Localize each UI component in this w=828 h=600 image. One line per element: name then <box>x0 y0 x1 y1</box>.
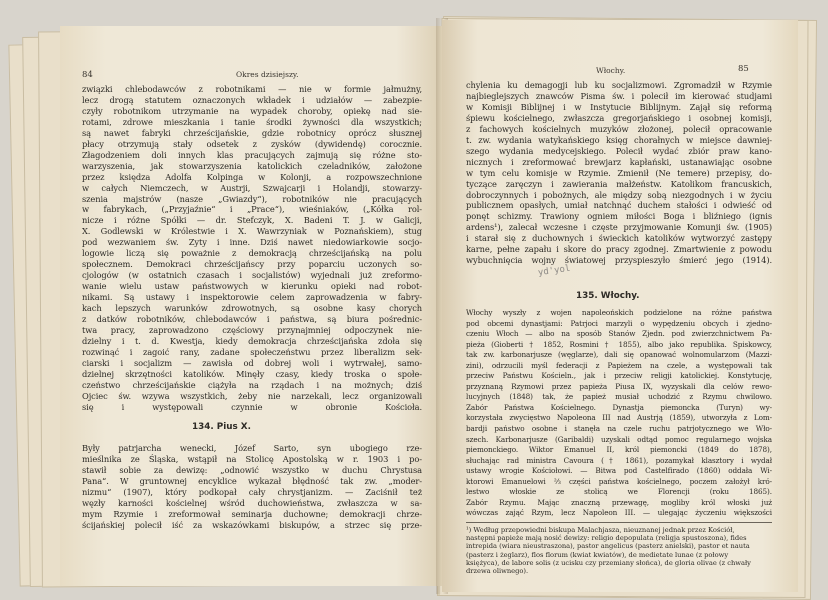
text-line: czyły robotnikom utrzymanie na wypadek choroby, opiekę nad sie- <box>82 105 422 116</box>
text-line: lucyjnych (1848) tak, że papież musiał uchodzić z Rzymu chwilowo. <box>466 392 772 402</box>
text-line: drzewa oliwnego). <box>466 567 529 576</box>
text-line: ciarski i socjalizm — zawisła od dobrej woli i wytrwałej, samo- <box>82 357 422 368</box>
text-line: t. zw. wydania watykańskiego księg chorałnych w miejsce dawniej- <box>466 134 772 145</box>
text-line: ktorowi Emanuelowi ⅔ części państwa kościelnego, poczem założył kró- <box>466 476 772 486</box>
text-line: ponęt schizmy. Trawiony ogniem miłości Boga i bliźniego (ignis <box>466 211 772 222</box>
text-line: następni papieże mają nosić dewizy: religio depopulata (religja spustoszona), fides <box>466 534 747 543</box>
text-line: pod obcemi dynastjami: Patrjoci marzyli o wypędzeniu obcych i zjedno- <box>466 318 772 328</box>
text-line: pieża (Gioberti † 1852, Rosmini † 1855), albo jako republika. Spiskowcy, <box>466 339 772 349</box>
text-line: czeństwo chrześcijańskie ciążyła na rządach i na możnych; dziś <box>82 379 422 390</box>
text-line: nicznych i zreformować brewjarz kapłański, ustanawiając osobne <box>466 156 772 167</box>
text-line: w Komisji Biblijnej i w Instytucie Biblijnym. Zajął się reformą <box>466 101 772 112</box>
text-line: płacy otrzymują stały odsetek z zysków (dywidendę) corocznie. <box>82 138 422 149</box>
text-line: z datków robotników, chlebodawców i państwa, są biura pośrednic- <box>82 314 422 325</box>
text-line: słuchając rad ministra Cavoura († 1861), pozamykał klasztory i wydał <box>466 455 772 465</box>
text-line: tak zw. karbonarjusze (węglarze), dali się opanować wolnomularzom (Mazzi- <box>466 350 772 360</box>
text-line: i starał się z duchownych i świeckich katolików wytworzyć zastępy <box>466 233 772 244</box>
text-line: piemonckiego. Wiktor Emanuel II, król piemoncki (1849 do 1878), <box>466 445 772 455</box>
text-line: tyczące zaręczyn i zawierania małżeństw. Katolikom francuskich, <box>466 178 772 189</box>
text-line: Złagodzeniem doli innych klas pracujących zajmują się różne sto- <box>82 149 422 160</box>
text-line: lecz drogą statutem oznaczonych wkładek i udziałów — zabezpie- <box>82 94 422 105</box>
text-line: rotami, zdrowe mieszkania i tanie środki żywności dla wszystkich; <box>82 116 422 127</box>
text-line: rozwinąć i zagoić rany, zadane społeczeństwu przez liberalizm sek- <box>82 346 422 357</box>
text-line: węzły karności kościelnej wśród duchowieństwa, zwłaszcza w sa- <box>82 497 422 508</box>
page-number: 85 <box>738 64 749 74</box>
text-line: Zabór Państwa Kościelnego. Dynastja piemoncka (Turyn) wy- <box>466 402 772 412</box>
text-line: związki chlebodawców z robotnikami — nie w formie jałmużny, <box>82 84 422 94</box>
text-line: dzielny i t. d. Kwestja, kiedy demokracja chrześcijańska zdoła się <box>82 335 422 346</box>
text-line: Ojciec św. wzywa wszystkich, żeby nie narzekali, lecz organizowali <box>82 390 422 401</box>
text-line: z fachowych kościelnych muzyków złożonej, polecił opracowanie <box>466 123 772 134</box>
text-line: najbieglejszych znawców Pisma św. i polecił im kierować studjami <box>466 90 772 101</box>
text-line: wanie wielu ustaw państwowych w kierunku opieki nad robot- <box>82 281 422 292</box>
text-line: bardji państwo osobne i stanęła na czele ruchu patrjotycznego we Wło- <box>466 424 772 434</box>
text-line: wybuchnięcia wojny światowej przyspieszyło śmierć jego (1914). <box>466 255 772 266</box>
text-line: szenia majstrów (nasze „Gwiazdy“), robotników nie pracujących <box>82 193 422 204</box>
body-text <box>82 443 422 531</box>
text-line: przeciw Państwu Kościeln., jak i przeciw religji katolickiej. Konstytucję, <box>466 371 772 381</box>
text-line: stawił sobie za dewizę: „odnowić wszystko w duchu Chrystusa <box>82 464 422 475</box>
text-line: zini), odrzucili myśl federacji z Papieżem na czele, a występowali tak <box>466 360 772 370</box>
text-line: wówczas zająć Rzym, lecz Napoleon III. — ulegając życzeniu większości <box>466 508 772 518</box>
text-line: mym Rzymie i zreformował seminarja duchowne; demokracji chrze- <box>82 508 422 519</box>
text-line: ¹) Według przepowiedni biskupa Malachjasza, nieuznanej jednak przez Kościół, <box>466 526 735 534</box>
text-line: ardens¹), zalecał wczesne i częste przyjmowanie Komunji św. (1905) <box>466 222 772 233</box>
text-line: w całych Niemczech, w Austrji, Szwajcarji i Holandji, stowarzy- <box>82 182 422 193</box>
text-line: pod wezwaniem św. Zyty i inne. Dziś nawet niedowiarkowie socjo- <box>82 237 422 248</box>
text-line: chylenia ku demagogji lub ku socjalizmowi. Zgromadził w Rzymie <box>466 80 772 90</box>
text-line: dobroczynnych i pobożnych, ale między sobą niezgodnych i w życiu <box>466 189 772 200</box>
footnote <box>466 526 772 575</box>
text-line: Włochy wyszły z wojen napoleońskich podzielone na różne państwa <box>466 308 772 317</box>
text-line: ustawy wrogie Kościołowi. — Bitwa pod Castelfirado (1860) oddała Wi- <box>466 466 772 476</box>
text-line: dzielnej skrzętności katolików. Minęły czasy, kiedy troska o społe- <box>82 368 422 379</box>
text-line: księżyca), de labore solis (z ucisku czy przemiany słońca), de gloria olivae (z chwały <box>466 558 751 567</box>
small-body-text <box>466 308 772 519</box>
text-line: w tym celu komisje w Rzymie. Zmienił (Ne temere) przepisy, do- <box>466 167 772 178</box>
text-line: Zabór Rzymu. Mając znaczną przewagę, mogliby król włoski już <box>466 497 772 507</box>
text-line: przez księdza Adolfa Kolpinga w Kolonji, a rozpowszechnione <box>82 171 422 182</box>
text-line: w fabrykach, („Przyjaźnie“ i „Prace“), wieśniaków, („Kółka rol- <box>82 204 422 215</box>
body-text <box>82 84 422 413</box>
text-line: są nawet fabryki chrześcijańskie, gdzie robotnicy oprócz słusznej <box>82 127 422 138</box>
text-line: karne, pełne zapału i skore do pracy zgodnej. Zmartwienie z powodu <box>466 244 772 255</box>
pencil-mark: yd'yol <box>537 263 572 279</box>
text-line: nikami. Są ustawy i inspektorowie celem zaprowadzenia w fabry- <box>82 292 422 303</box>
text-line: śpiewu kościelnego, zwłaszcza gregorjańskiego i osobnej komisji, <box>466 112 772 123</box>
section-title: 134. Pius X. <box>192 422 251 432</box>
text-line: lestwo włoskie ze stolicą we Florencji (roku 1865). <box>466 487 772 497</box>
text-line: warzyszenia, jak stowarzyszenia katolickich czeladników, założone <box>82 160 422 171</box>
footnote-rule <box>466 522 772 523</box>
right-page <box>442 20 798 592</box>
text-line: Pana“. W gruntownej encyklice wykazał błędność tak zw. „moder- <box>82 475 422 486</box>
text-line: X. Godlewski w Królestwie i X. Wawrzyniak w Poznańskiem), stug <box>82 226 422 237</box>
text-line: Były patrjarcha wenecki, Józef Sarto, syn ubogiego rze- <box>82 443 422 453</box>
text-line: ścijańskiej polecił iść za wskazówkami biskupów, a strzec się prze- <box>82 519 422 530</box>
text-line: (pasterz i żeglarz), flos florum (kwiat kwiatów), de medietate lunae (z połowy <box>466 550 729 559</box>
body-text <box>466 80 772 266</box>
text-line: kach lepszych warunków zdrowotnych, są osobne kasy chorych <box>82 303 422 314</box>
text-line: nicze i różne Spółki — dr. Stefczyk, X. Badeni T. J. w Galicji, <box>82 215 422 226</box>
text-line: społecznem. Demokraci chrześcijańscy przy poparciu uczonych so- <box>82 259 422 270</box>
text-line: cjologów (w ostatnich czasach i socjalistów) wyjednali już zreformo- <box>82 270 422 281</box>
text-line: publicznem opasłych, umiał natchnąć duchem stałości i odwieść od <box>466 200 772 211</box>
text-line: szego wydania medycejskiego. Polecił wydać zbiór praw kano- <box>466 145 772 156</box>
section-title: 135. Włochy. <box>576 291 640 301</box>
text-line: intrepida (wiara nieustraszona), pastor angelicus (pasterz anielski), pastor et nauta <box>466 542 750 551</box>
text-line: mieślnika ze Śląska, wstąpił na Stolicę Apostolską w r. 1903 i po- <box>82 453 422 464</box>
text-line: twa pracy, zaprowadzono częściowy przynajmniej odpoczynek nie- <box>82 324 422 335</box>
text-line: korzystała zwycięstwo Napoleona III nad Austrją (1859), utworzyła z Lom- <box>466 413 772 423</box>
running-head: Włochy. <box>596 66 626 75</box>
text-line: przyznaną Rzymowi przez papieża Piusa IX, wyzyskali dla celów rewo- <box>466 381 772 391</box>
page-number: 84 <box>82 70 93 80</box>
running-head: Okres dzisiejszy. <box>236 70 299 79</box>
left-page <box>60 26 442 586</box>
text-line: czeniu Włoch — albo na sposób Stanów Zjedn. pod zwierzchnictwem Pa- <box>466 329 772 339</box>
text-line: szech. Karbonarjusze (Garibaldi) uzyskali odtąd pomoc regularnego wojska <box>466 434 772 444</box>
text-line: się i występowali czynnie w obronie Kościoła. <box>82 401 422 412</box>
text-line: nizmu“ (1907), który podkopał cały chrystjanizm. — Zaciśnił też <box>82 486 422 497</box>
text-line: logowie liczą się poważnie z demokracją chrześcijańską na polu <box>82 248 422 259</box>
